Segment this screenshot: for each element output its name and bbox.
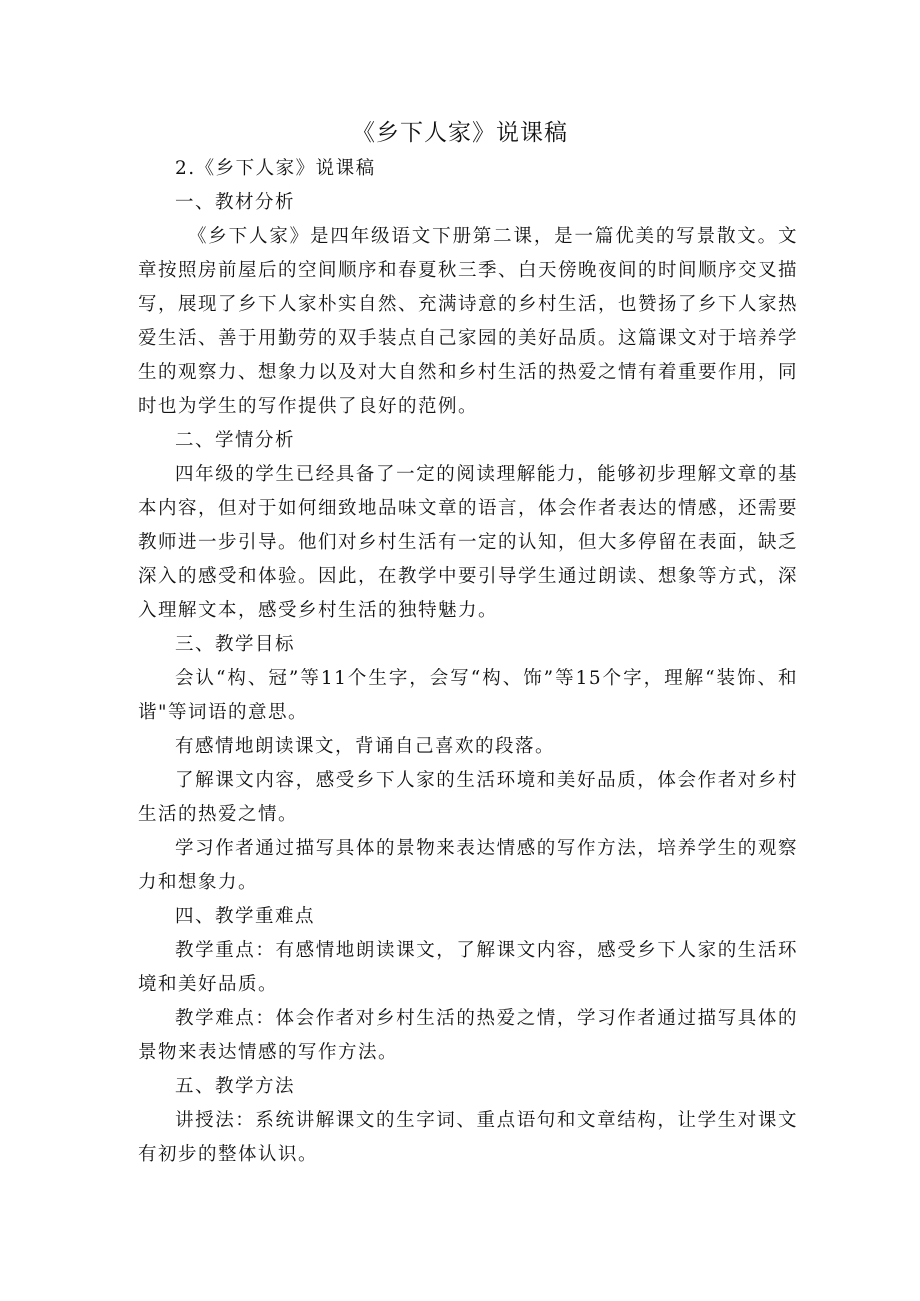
document-body — [138, 152, 798, 1172]
paragraph-goal-3: 了解课文内容，感受乡下人家的生活环境和美好品质，体会作者对乡村生活的热爱之情。 — [138, 770, 798, 825]
paragraph-student-analysis: 四年级的学生已经具备了一定的阅读理解能力，能够初步理解文章的基本内容，但对于如何细致地品味文章的语言，体会作者表达的情感，还需要教师进一步引导。他们对乡村生活有一定的认知，但大多停留在表面，缺乏深入的感受和体验。因此，在教学中要引导学生通过朗读、想象等方式，深入理解文本，感受乡村生活的独特魅力。 — [138, 464, 799, 621]
section-heading-teaching-methods: 五、教学方法 — [175, 1076, 296, 1097]
document-title: 《乡下人家》说课稿 — [352, 120, 568, 146]
section-heading-teaching-goals: 三、教学目标 — [175, 634, 296, 655]
section-heading-student-analysis: 二、学情分析 — [175, 430, 296, 451]
document-subtitle: 2.《乡下人家》说课稿 — [175, 158, 376, 179]
section-heading-textbook-analysis: 一、教材分析 — [175, 192, 296, 213]
paragraph-goal-1: 会认“构、冠”等11个生字，会写“构、饰”等15个字，理解“装饰、和谐"等词语的意思。 — [138, 668, 798, 723]
paragraph-key-point: 教学重点：有感情地朗读课文，了解课文内容，感受乡下人家的生活环境和美好品质。 — [138, 940, 798, 995]
paragraph-textbook-analysis: 《乡下人家》是四年级语文下册第二课，是一篇优美的写景散文。文章按照房前屋后的空间顺序和春夏秋三季、白天傍晚夜间的时间顺序交叉描写，展现了乡下人家朴实自然、充满诗意的乡村生活，也赞扬了乡下人家热爱生活、善于用勤劳的双手装点自己家园的美好品质。这篇课文对于培养学生的观察力、想象力以及对大自然和乡村生活的热爱之情有着重要作用，同时也为学生的写作提供了良好的范例。 — [138, 226, 799, 417]
paragraph-difficult-point: 教学难点：体会作者对乡村生活的热爱之情，学习作者通过描写具体的景物来表达情感的写作方法。 — [138, 1008, 798, 1063]
paragraph-goal-2: 有感情地朗读课文，背诵自己喜欢的段落。 — [175, 736, 556, 757]
paragraph-method-lecture: 讲授法：系统讲解课文的生字词、重点语句和文章结构，让学生对课文有初步的整体认识。 — [138, 1110, 798, 1165]
paragraph-goal-4: 学习作者通过描写具体的景物来表达情感的写作方法，培养学生的观察力和想象力。 — [138, 838, 798, 893]
section-heading-key-points: 四、教学重难点 — [175, 906, 316, 927]
